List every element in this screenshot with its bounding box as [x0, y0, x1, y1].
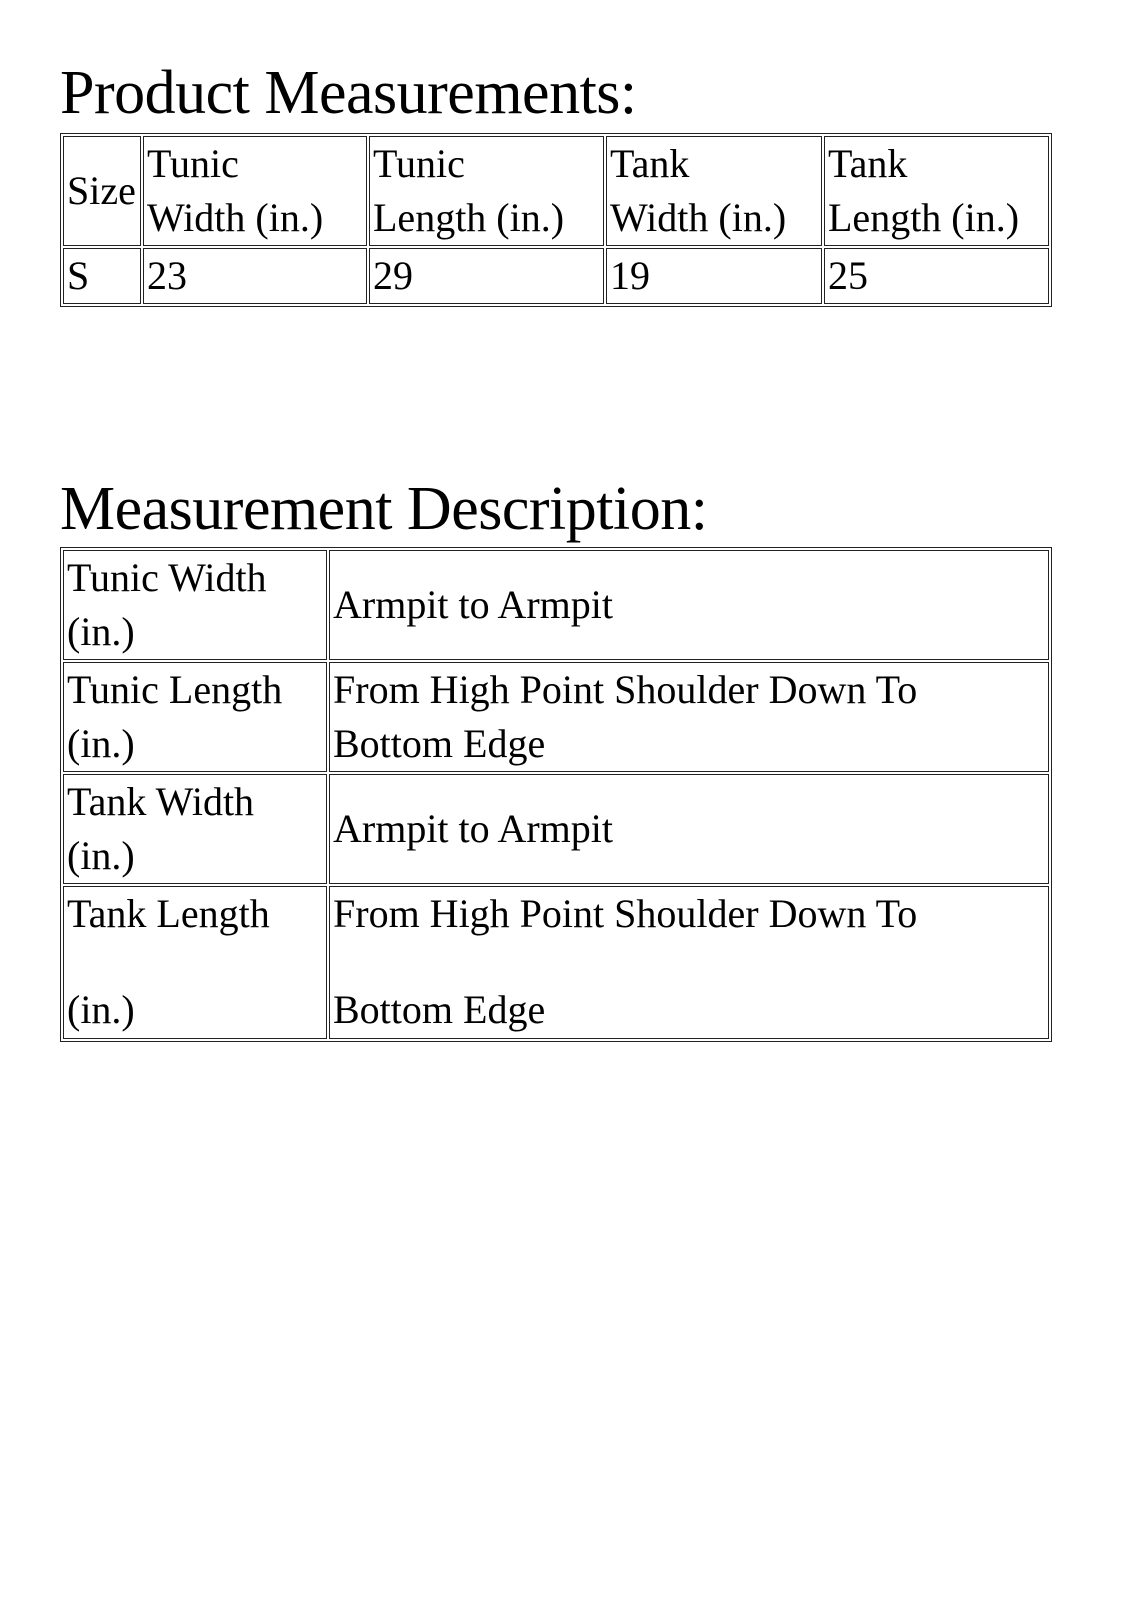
label-line: Tunic Length	[67, 667, 283, 712]
label-line: (in.)	[67, 987, 135, 1032]
label-line: (in.)	[67, 721, 135, 766]
header-line: Length (in.)	[828, 195, 1020, 240]
cell-tank-length: 25	[824, 248, 1049, 304]
header-tunic-length	[369, 136, 604, 246]
product-measurements-title: Product Measurements:	[60, 59, 637, 127]
description-label	[63, 662, 327, 772]
table-row	[63, 550, 1049, 660]
table-header-row	[63, 136, 1049, 246]
description-label	[63, 550, 327, 660]
header-line: Width (in.)	[147, 195, 324, 240]
description-text	[329, 550, 1049, 660]
desc-line: Armpit to Armpit	[333, 582, 613, 627]
label-line: (in.)	[67, 833, 135, 878]
cell-tank-width: 19	[606, 248, 822, 304]
header-line: Width (in.)	[610, 195, 787, 240]
header-tunic-width	[143, 136, 367, 246]
desc-line: From High Point Shoulder Down To	[333, 667, 918, 712]
desc-line: Armpit to Armpit	[333, 806, 613, 851]
table-row	[63, 886, 1049, 1039]
description-label	[63, 886, 327, 1039]
cell-tunic-length: 29	[369, 248, 604, 304]
description-table	[60, 547, 1052, 1042]
header-line: Length (in.)	[373, 195, 565, 240]
desc-line: From High Point Shoulder Down To	[333, 891, 918, 936]
desc-line: Bottom Edge	[333, 721, 546, 766]
label-line: (in.)	[67, 609, 135, 654]
table-row	[63, 774, 1049, 884]
header-tank-width	[606, 136, 822, 246]
measurements-table	[60, 133, 1052, 307]
header-line: Tunic	[147, 141, 239, 186]
label-line: Tank Length	[67, 891, 270, 936]
table-row	[63, 662, 1049, 772]
label-line: Tank Width	[67, 779, 255, 824]
cell-tunic-width: 23	[143, 248, 367, 304]
header-tank-length	[824, 136, 1049, 246]
header-line: Tank	[828, 141, 908, 186]
description-label	[63, 774, 327, 884]
header-line: Tank	[610, 141, 690, 186]
label-line: Tunic Width	[67, 555, 267, 600]
cell-size: S	[63, 248, 141, 304]
header-line: Tunic	[373, 141, 465, 186]
measurement-description-title: Measurement Description:	[60, 475, 708, 543]
header-size	[63, 136, 141, 246]
description-text	[329, 662, 1049, 772]
description-text	[329, 886, 1049, 1039]
description-text	[329, 774, 1049, 884]
header-size-label: Size	[67, 168, 136, 213]
table-row	[63, 248, 1049, 304]
desc-line: Bottom Edge	[333, 987, 546, 1032]
